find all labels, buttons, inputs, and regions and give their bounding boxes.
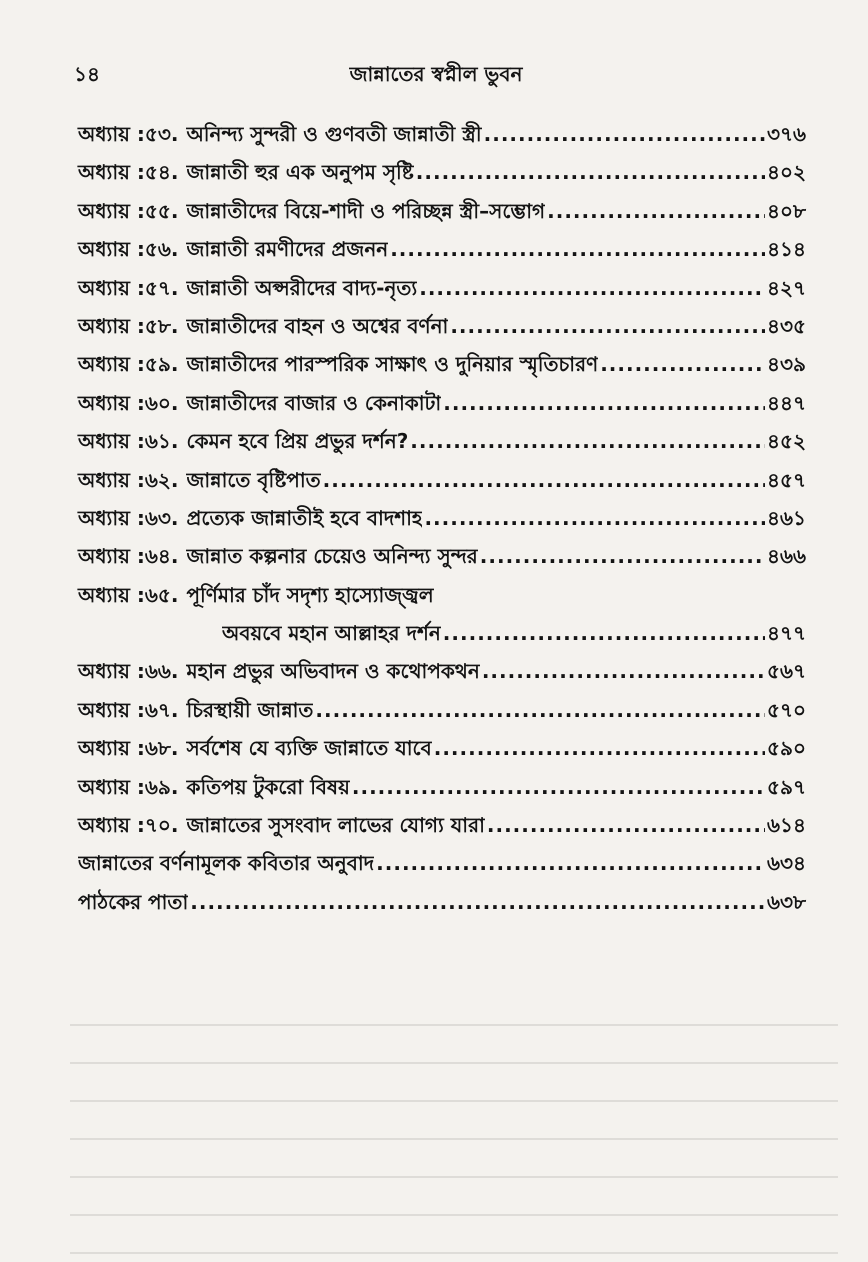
toc-entry bbox=[78, 773, 806, 811]
chapter-label: অধ্যায় : bbox=[78, 544, 145, 569]
toc-entry bbox=[78, 542, 806, 580]
chapter-label: অধ্যায় : bbox=[78, 160, 145, 185]
chapter-title: প্রত্যেক জান্নাতীই হবে বাদশাহ bbox=[186, 505, 423, 530]
dot-leader bbox=[547, 199, 765, 223]
chapter-number: ৬২. bbox=[144, 467, 179, 492]
chapter-page-number: ৪০২ bbox=[767, 160, 806, 185]
chapter-page-number: ৫৭০ bbox=[767, 697, 806, 722]
chapter-page-number: ৪৪৭ bbox=[767, 390, 806, 415]
chapter-title: জান্নাতে বৃষ্টিপাত bbox=[186, 467, 321, 492]
chapter-title: জান্নাতী অপ্সরীদের বাদ্য-নৃত্য bbox=[186, 275, 418, 300]
chapter-number: ৫৮. bbox=[144, 313, 179, 338]
chapter-number: ৬০. bbox=[144, 390, 179, 415]
chapter-title: সর্বশেষ যে ব্যক্তি জান্নাতে যাবে bbox=[186, 736, 432, 761]
chapter-title: জান্নাতের সুসংবাদ লাভের যোগ্য যারা bbox=[186, 813, 485, 838]
chapter-title: কতিপয় টুকরো বিষয় bbox=[186, 774, 350, 799]
chapter-title: অবয়বে মহান আল্লাহর দর্শন bbox=[222, 621, 441, 646]
chapter-number: ৬৪. bbox=[144, 544, 179, 569]
chapter-label: অধ্যায় : bbox=[78, 429, 145, 454]
chapter-label: অধ্যায় : bbox=[78, 467, 145, 492]
dot-leader bbox=[450, 314, 765, 338]
toc-entry bbox=[78, 158, 806, 196]
chapter-title: অনিন্দ্য সুন্দরী ও গুণবতী জান্নাতী স্ত্রী bbox=[186, 122, 482, 146]
chapter-title: জান্নাতীদের বাহন ও অশ্বের বর্ণনা bbox=[186, 313, 449, 338]
running-title: জান্নাতের স্বপ্নীল ভুবন bbox=[349, 62, 523, 86]
toc-entry bbox=[78, 581, 806, 619]
chapter-number: ৫৩. bbox=[144, 122, 179, 146]
chapter-label: অধ্যায় : bbox=[78, 697, 145, 722]
chapter-label: অধ্যায় : bbox=[78, 736, 145, 761]
toc-entry bbox=[78, 657, 806, 695]
chapter-label: অধ্যায় : bbox=[78, 659, 145, 684]
chapter-title: পাঠকের পাতা bbox=[78, 889, 189, 914]
chapter-label: অধ্যায় : bbox=[78, 313, 145, 338]
dot-leader bbox=[600, 352, 765, 376]
bleed-through-text bbox=[70, 1000, 838, 1262]
dot-leader bbox=[376, 851, 765, 875]
dot-leader bbox=[434, 736, 765, 760]
chapter-title: মহান প্রভুর অভিবাদন ও কথোপকথন bbox=[186, 659, 480, 684]
chapter-page-number: ৫৯৭ bbox=[767, 774, 806, 799]
chapter-label: অধ্যায় : bbox=[78, 390, 145, 415]
chapter-page-number: ৪৬১ bbox=[767, 505, 806, 530]
chapter-number: ৬৯. bbox=[144, 774, 179, 799]
chapter-label: অধ্যায় : bbox=[78, 774, 145, 799]
dot-leader bbox=[424, 506, 765, 530]
chapter-page-number: ৪৭৭ bbox=[767, 621, 806, 646]
chapter-page-number: ৪৫৭ bbox=[767, 467, 806, 492]
dot-leader bbox=[443, 621, 765, 645]
chapter-page-number: ৪৩৫ bbox=[767, 313, 806, 338]
dot-leader bbox=[487, 813, 765, 837]
chapter-label: অধ্যায় : bbox=[78, 275, 145, 300]
dot-leader bbox=[484, 122, 765, 146]
chapter-title: জান্নাতীদের বিয়ে-শাদী ও পরিচ্ছন্ন স্ত্রী–সম্ভোগ bbox=[186, 198, 546, 223]
chapter-number: ৫৭. bbox=[144, 275, 179, 300]
toc-entry bbox=[78, 811, 806, 849]
page-number: ১৪ bbox=[74, 62, 100, 86]
toc-entry bbox=[78, 350, 806, 388]
chapter-number: ৬৬. bbox=[144, 659, 179, 684]
chapter-page-number: ৩৭৬ bbox=[766, 122, 806, 146]
chapter-number: ৫৯. bbox=[144, 352, 179, 377]
chapter-title: কেমন হবে প্রিয় প্রভুর দর্শন? bbox=[186, 429, 409, 454]
dot-leader bbox=[315, 698, 765, 722]
chapter-label: অধ্যায় : bbox=[78, 582, 145, 607]
toc-entry bbox=[78, 120, 806, 158]
dot-leader bbox=[416, 160, 765, 184]
table-of-contents bbox=[78, 120, 806, 926]
chapter-page-number: ৫৯০ bbox=[767, 736, 806, 761]
chapter-number: ৬৩. bbox=[144, 505, 179, 530]
chapter-label: অধ্যায় : bbox=[78, 813, 145, 838]
toc-entry bbox=[78, 504, 806, 542]
dot-leader bbox=[419, 276, 765, 300]
dot-leader bbox=[443, 391, 765, 415]
toc-entry bbox=[78, 734, 806, 772]
dot-leader bbox=[480, 544, 765, 568]
toc-entry bbox=[78, 696, 806, 734]
chapter-page-number: ৬৩৮ bbox=[767, 889, 806, 914]
chapter-title: জান্নাত কল্পনার চেয়েও অনিন্দ্য সুন্দর bbox=[186, 544, 478, 569]
chapter-label: অধ্যায় : bbox=[78, 122, 145, 146]
toc-entry bbox=[78, 274, 806, 312]
toc-entry bbox=[78, 197, 806, 235]
chapter-label: অধ্যায় : bbox=[78, 352, 145, 377]
chapter-label: অধ্যায় : bbox=[78, 505, 145, 530]
chapter-number: ৬৮. bbox=[144, 736, 179, 761]
chapter-page-number: ৬৩৪ bbox=[767, 851, 806, 876]
toc-entry bbox=[78, 849, 806, 887]
toc-entry bbox=[78, 888, 806, 926]
chapter-page-number: ৪৬৬ bbox=[767, 544, 806, 569]
chapter-page-number: ৪০৮ bbox=[767, 198, 806, 223]
dot-leader bbox=[190, 890, 765, 914]
chapter-page-number: ৪২৭ bbox=[767, 275, 806, 300]
chapter-title: পূর্ণিমার চাঁদ সদৃশ্য হাস্যোজ্জ্বল bbox=[186, 582, 434, 607]
chapter-number: ৭০. bbox=[144, 813, 179, 838]
chapter-label: অধ্যায় : bbox=[78, 237, 145, 262]
toc-entry bbox=[78, 312, 806, 350]
dot-leader bbox=[410, 429, 765, 453]
chapter-page-number: ৬১৪ bbox=[767, 813, 806, 838]
chapter-page-number: ৪১৪ bbox=[767, 237, 806, 262]
chapter-number: ৬৭. bbox=[144, 697, 179, 722]
chapter-page-number: ৪৩৯ bbox=[767, 352, 806, 377]
chapter-title: জান্নাতের বর্ণনামূলক কবিতার অনুবাদ bbox=[78, 851, 375, 876]
chapter-number: ৫৬. bbox=[144, 237, 179, 262]
chapter-title: জান্নাতী রমণীদের প্রজনন bbox=[186, 237, 389, 262]
chapter-page-number: ৪৫২ bbox=[767, 429, 806, 454]
toc-entry bbox=[78, 427, 806, 465]
page-header bbox=[64, 60, 808, 90]
chapter-label: অধ্যায় : bbox=[78, 198, 145, 223]
chapter-title: চিরস্থায়ী জান্নাত bbox=[186, 697, 314, 722]
dot-leader bbox=[323, 468, 765, 492]
chapter-number: ৫৪. bbox=[144, 160, 179, 185]
dot-leader bbox=[352, 775, 765, 799]
chapter-title: জান্নাতীদের পারস্পরিক সাক্ষাৎ ও দুনিয়ার স্মৃতিচারণ bbox=[186, 352, 599, 377]
chapter-number: ৫৫. bbox=[144, 198, 179, 223]
toc-entry bbox=[78, 235, 806, 273]
chapter-title: জান্নাতী হুর এক অনুপম সৃষ্টি bbox=[186, 160, 414, 185]
chapter-page-number: ৫৬৭ bbox=[767, 659, 806, 684]
toc-entry bbox=[78, 466, 806, 504]
toc-entry bbox=[78, 619, 806, 657]
toc-entry bbox=[78, 389, 806, 427]
dot-leader bbox=[390, 237, 765, 261]
chapter-title: জান্নাতীদের বাজার ও কেনাকাটা bbox=[186, 390, 442, 415]
chapter-number: ৬১. bbox=[144, 429, 179, 454]
dot-leader bbox=[482, 659, 765, 683]
chapter-number: ৬৫. bbox=[144, 582, 179, 607]
